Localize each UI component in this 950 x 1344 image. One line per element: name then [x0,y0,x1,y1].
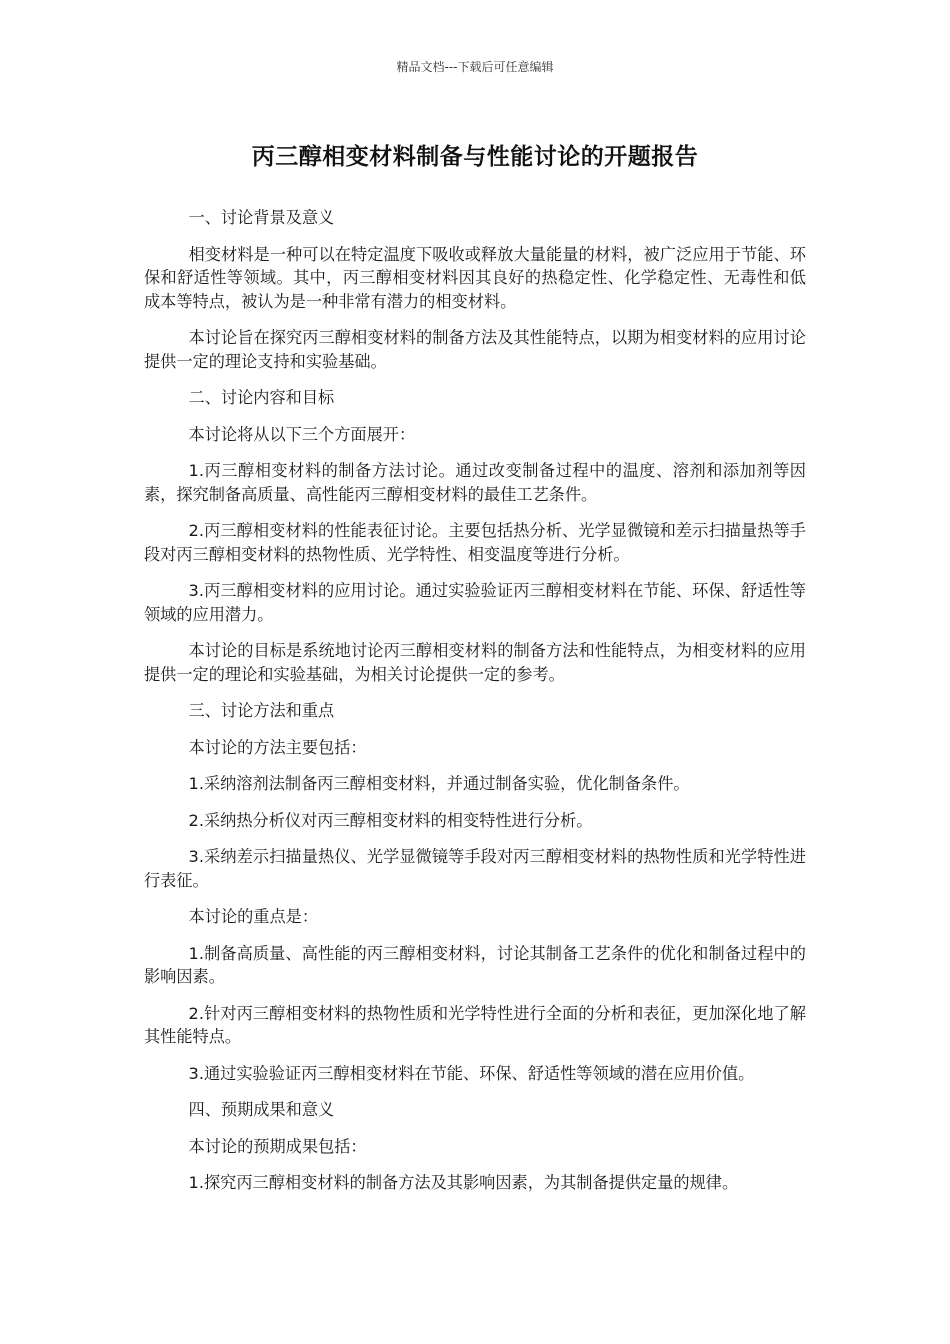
section-heading-4: 四、预期成果和意义 [188,1100,335,1119]
list-item: 1.制备高质量、高性能的丙三醇相变材料，讨论其制备工艺条件的优化和制备过程中的影响因素。 [144,943,806,986]
paragraph: 相变材料是一种可以在特定温度下吸收或释放大量能量的材料，被广泛应用于节能、环保和舒适性等领域。其中，丙三醇相变材料因其良好的热稳定性、化学稳定性、无毒性和低成本等特点，被认为是一种非常有潜力的相变材料。 [144,244,806,311]
section-heading-2: 二、讨论内容和目标 [188,388,335,407]
paragraph: 本讨论的目标是系统地讨论丙三醇相变材料的制备方法和性能特点，为相变材料的应用提供一定的理论和实验基础，为相关讨论提供一定的参考。 [144,641,806,684]
list-item: 1.采纳溶剂法制备丙三醇相变材料，并通过制备实验，优化制备条件。 [188,774,690,793]
list-item: 1.丙三醇相变材料的制备方法讨论。通过改变制备过程中的温度、溶剂和添加剂等因素，探究制备高质量、高性能丙三醇相变材料的最佳工艺条件。 [144,461,806,504]
document-title: 丙三醇相变材料制备与性能讨论的开题报告 [251,144,699,170]
list-item: 2.采纳热分析仪对丙三醇相变材料的相变特性进行分析。 [188,810,593,830]
paragraph: 本讨论的方法主要包括： [188,737,367,757]
section-heading-1: 一、讨论背景及意义 [188,208,335,227]
list-item: 3.通过实验验证丙三醇相变材料在节能、环保、舒适性等领域的潜在应用价值。 [188,1063,755,1083]
list-item: 2.针对丙三醇相变材料的热物性质和光学特性进行全面的分析和表征，更加深化地了解其性能特点。 [144,1003,806,1046]
document-body [144,206,806,1208]
list-item: 3.丙三醇相变材料的应用讨论。通过实验验证丙三醇相变材料在节能、环保、舒适性等领域的应用潜力。 [144,581,806,624]
list-item: 2.丙三醇相变材料的性能表征讨论。主要包括热分析、光学显微镜和差示扫描量热等手段对丙三醇相变材料的热物性质、光学特性、相变温度等进行分析。 [144,521,806,564]
paragraph: 本讨论旨在探究丙三醇相变材料的制备方法及其性能特点，以期为相变材料的应用讨论提供一定的理论支持和实验基础。 [144,328,806,371]
section-heading-3: 三、讨论方法和重点 [188,701,335,720]
paragraph: 本讨论的重点是： [188,907,319,926]
list-item: 1.探究丙三醇相变材料的制备方法及其影响因素，为其制备提供定量的规律。 [188,1173,739,1192]
paragraph: 本讨论将从以下三个方面展开： [188,424,416,444]
paragraph: 本讨论的预期成果包括： [188,1136,367,1156]
list-item: 3.采纳差示扫描量热仪、光学显微镜等手段对丙三醇相变材料的热物性质和光学特性进行表征。 [144,847,806,890]
header-note: 精品文档---下载后可任意编辑 [396,60,554,74]
